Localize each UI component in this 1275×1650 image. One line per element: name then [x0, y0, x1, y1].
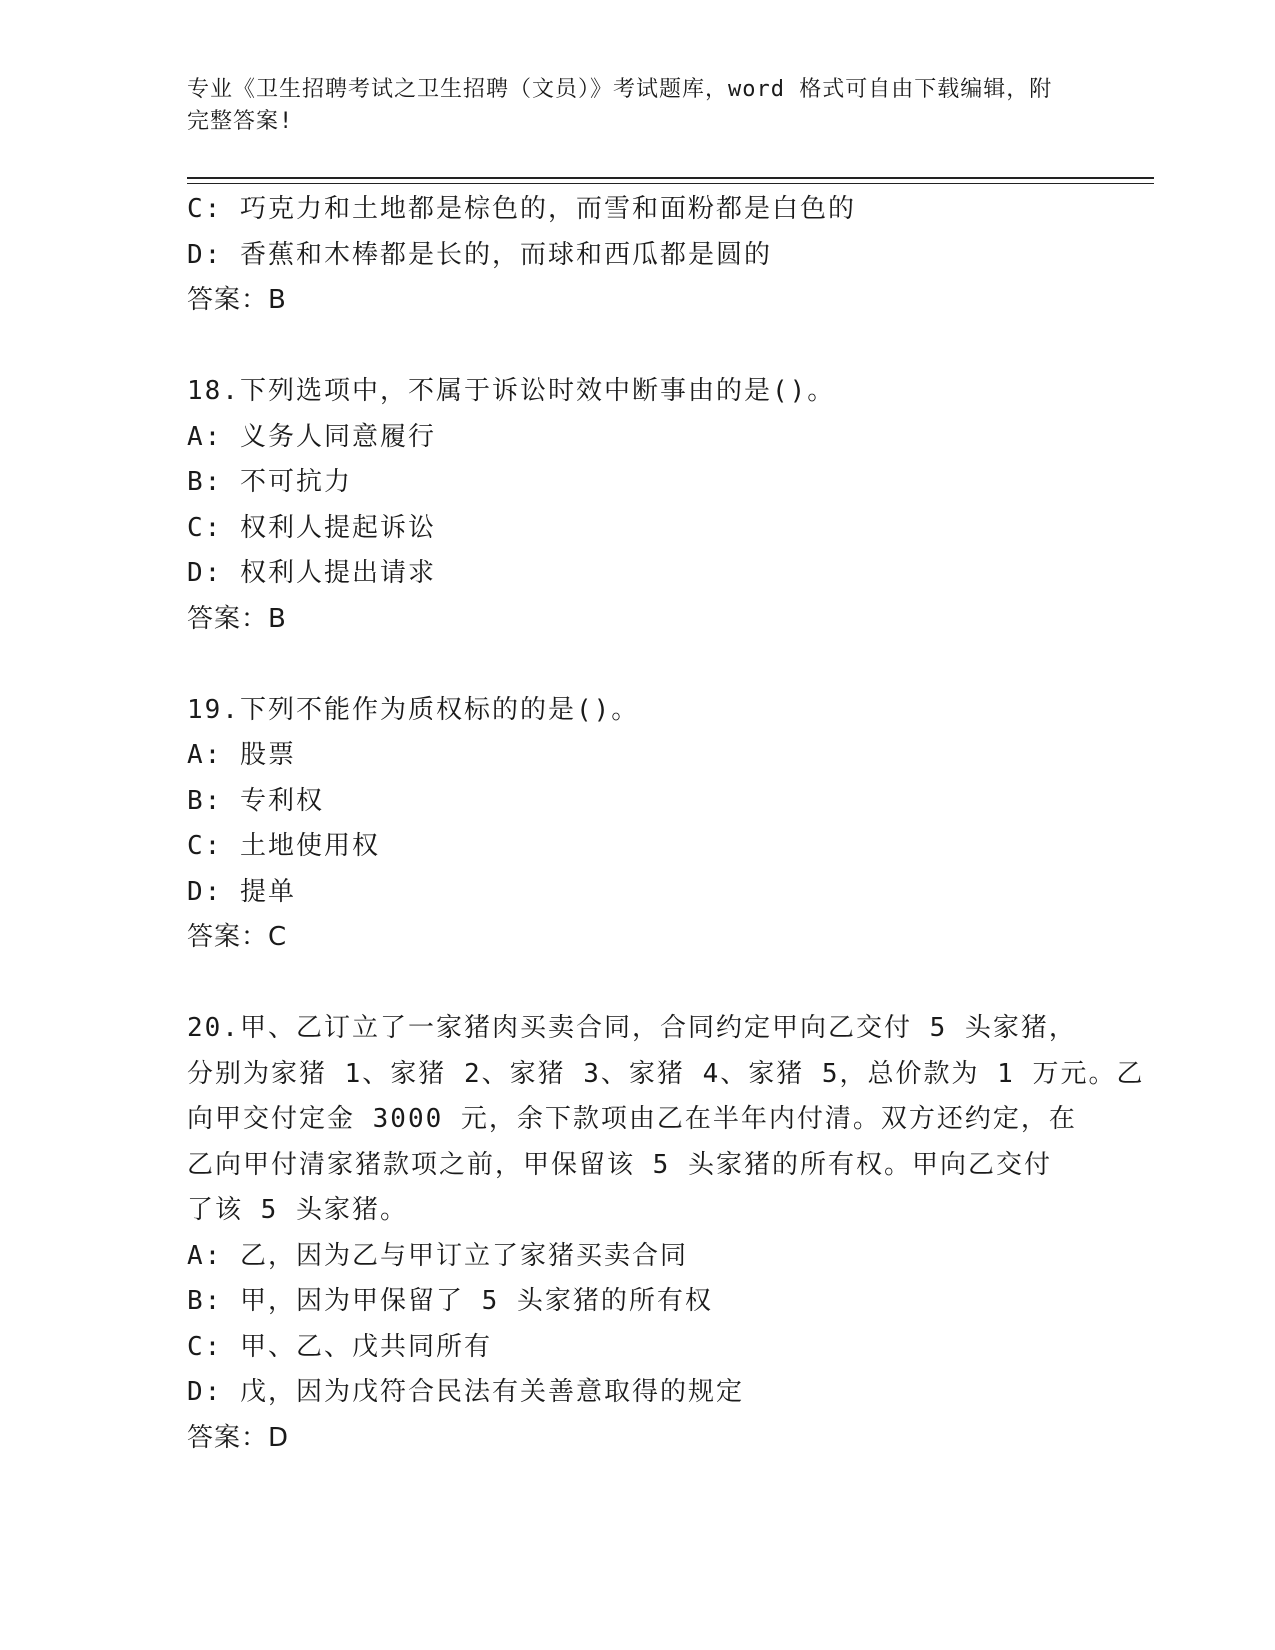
answer-line: 答案：B: [187, 603, 287, 634]
question-stem-line: 分别为家猪 1、家猪 2、家猪 3、家猪 4、家猪 5，总价款为 1 万元。乙: [187, 1058, 1145, 1089]
option-a: A: 股票: [187, 740, 296, 770]
header-rule-thick: [187, 177, 1154, 179]
question-content: [187, 187, 1145, 1461]
option-d: D: 香蕉和木棒都是长的，而球和西瓜都是圆的: [187, 239, 772, 270]
answer-line: 答案：D: [187, 1422, 290, 1453]
question-stem-line: 了该 5 头家猪。: [187, 1195, 408, 1225]
option-c: C: 土地使用权: [187, 831, 380, 861]
option-b: B: 专利权: [187, 785, 324, 816]
answer-line: 答案：B: [187, 285, 287, 315]
header-rule-thin: [187, 183, 1154, 184]
question-stem-line: 向甲交付定金 3000 元，余下款项由乙在半年内付清。双方还约定，在: [187, 1104, 1077, 1134]
question-stem: 18.下列选项中，不属于诉讼时效中断事由的是()。: [187, 376, 836, 406]
document-header: [187, 74, 1067, 138]
option-c: C: 权利人提起诉讼: [187, 512, 436, 543]
option-a: A: 乙，因为乙与甲订立了家猪买卖合同: [187, 1240, 688, 1271]
option-a: A: 义务人同意履行: [187, 421, 436, 452]
question-19: [187, 688, 1087, 961]
option-d: D: 权利人提出请求: [187, 558, 436, 588]
header-text: 专业《卫生招聘考试之卫生招聘（文员）》考试题库，word 格式可自由下载编辑，附完整答案!: [187, 77, 1053, 134]
question-20: [187, 1006, 1145, 1461]
option-b: B: 甲，因为甲保留了 5 头家猪的所有权: [187, 1286, 713, 1316]
question-18: [187, 369, 1087, 642]
spacer: [187, 642, 1087, 688]
question-stem-line: 20.甲、乙订立了一家猪肉买卖合同，合同约定甲向乙交付 5 头家猪，: [187, 1013, 1077, 1043]
question-stem-line: 乙向甲付清家猪款项之前，甲保留该 5 头家猪的所有权。甲向乙交付: [187, 1149, 1052, 1180]
spacer: [187, 324, 1087, 370]
option-c: C: 巧克力和土地都是棕色的，而雪和面粉都是白色的: [187, 194, 856, 224]
answer-line: 答案：C: [187, 922, 288, 952]
option-d: D: 提单: [187, 876, 296, 907]
previous-question-tail: [187, 187, 1087, 324]
spacer: [187, 961, 1087, 1007]
option-b: B: 不可抗力: [187, 467, 352, 497]
option-d: D: 戊，因为戊符合民法有关善意取得的规定: [187, 1377, 744, 1407]
question-stem: 19.下列不能作为质权标的的是()。: [187, 694, 640, 725]
option-c: C: 甲、乙、戊共同所有: [187, 1331, 492, 1362]
